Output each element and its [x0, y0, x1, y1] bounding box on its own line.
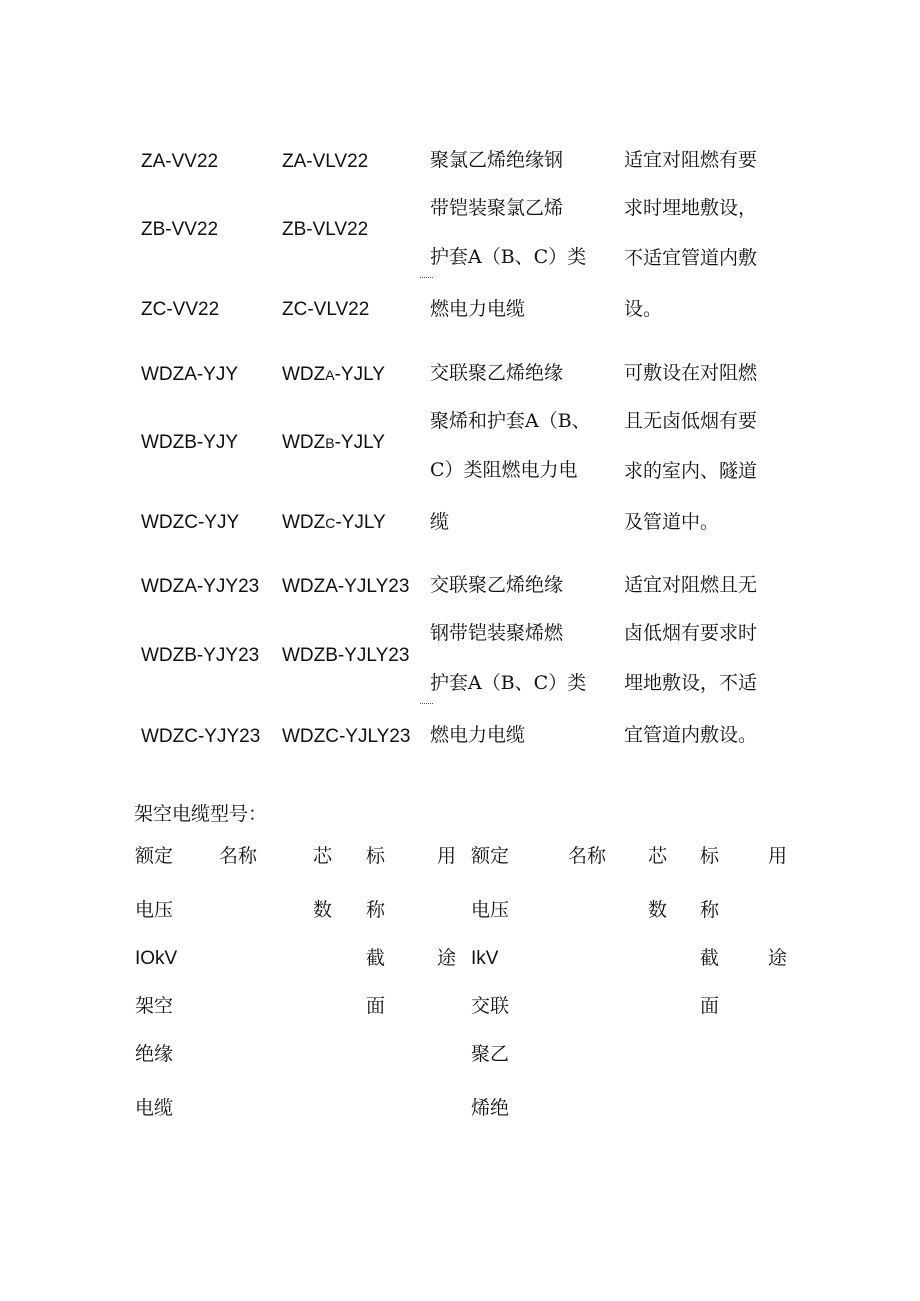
cable-name-line: 钢带铠装聚烯燃 [430, 622, 564, 644]
usage-line: 且无卤低烟有要 [624, 410, 758, 432]
rated-voltage-header: 额定 [135, 845, 174, 867]
cable-type-line: 聚乙 [471, 1043, 510, 1065]
model-aluminum: WDZC-YJLY23 [282, 726, 411, 747]
model-aluminum: WDZC-YJLY [282, 512, 386, 533]
model-copper: ZA-VV22 [141, 151, 219, 172]
usage-line: 宜管道内敷设。 [624, 724, 758, 746]
cable-name-line: 缆 [430, 511, 450, 533]
cable-name-line: 带铠装聚氯乙烯 [430, 197, 564, 219]
usage-line: 可敷设在对阻燃 [624, 362, 758, 384]
model-copper: WDZB-YJY23 [141, 645, 260, 666]
cable-type-line: 交联 [471, 995, 510, 1017]
rated-voltage-header: 电压 [471, 899, 510, 921]
model-aluminum: ZA-VLV22 [282, 151, 369, 172]
usage-line: 适宜对阻燃且无 [624, 574, 758, 596]
section-header: 称 [700, 899, 720, 921]
name-header: 名称 [219, 845, 258, 867]
cable-name-line: C）类阻燃电力电 [430, 459, 578, 481]
usage-line: 埋地敷设，不适 [624, 672, 758, 694]
cable-name-line: 聚烯和护套A（B、 [430, 410, 591, 432]
cable-name-line: 护套A（B、C）类 [430, 672, 587, 694]
rated-voltage-header: 电压 [135, 899, 174, 921]
usage-line: 及管道中。 [624, 511, 720, 533]
model-copper: ZB-VV22 [141, 219, 219, 240]
cores-header: 数 [313, 899, 333, 921]
scan-mark [420, 277, 433, 279]
cable-name-line: 交联聚乙烯绝缘 [430, 362, 564, 384]
use-header: 途 [437, 947, 457, 969]
model-aluminum: WDZA-YJLY23 [282, 576, 410, 597]
cores-header: 数 [648, 899, 668, 921]
usage-line: 求的室内、隧道 [624, 460, 758, 482]
scan-mark [420, 703, 433, 705]
cable-type-line: 电缆 [135, 1097, 174, 1119]
cable-type-line: 架空 [135, 995, 174, 1017]
cable-name-line: 燃电力电缆 [430, 298, 526, 320]
model-copper: WDZA-YJY [141, 364, 239, 385]
voltage-value: IkV [471, 948, 499, 969]
model-copper: ZC-VV22 [141, 299, 220, 320]
cores-header: 芯 [648, 845, 668, 867]
section-heading: 架空电缆型号： [134, 804, 268, 825]
name-header: 名称 [568, 845, 607, 867]
section-header: 称 [366, 899, 386, 921]
cores-header: 芯 [313, 845, 333, 867]
model-copper: WDZB-YJY [141, 432, 239, 453]
section-header: 标 [366, 845, 386, 867]
section-header: 标 [700, 845, 720, 867]
model-copper: WDZC-YJY [141, 512, 240, 533]
model-aluminum: WDZB-YJLY [282, 432, 385, 453]
rated-voltage-header: 额定 [471, 845, 510, 867]
usage-line: 适宜对阻燃有要 [624, 149, 758, 171]
usage-line: 设。 [624, 298, 663, 320]
model-aluminum: WDZA-YJLY [282, 364, 385, 385]
use-header: 途 [768, 947, 788, 969]
use-header: 用 [768, 845, 788, 867]
section-header: 截 [366, 947, 386, 969]
usage-line: 求时埋地敷设， [624, 197, 758, 219]
cable-type-line: 绝缘 [135, 1043, 174, 1065]
use-header: 用 [437, 845, 457, 867]
model-copper: WDZA-YJY23 [141, 576, 260, 597]
model-aluminum: WDZB-YJLY23 [282, 645, 410, 666]
section-header: 截 [700, 947, 720, 969]
section-header: 面 [366, 995, 386, 1017]
cable-name-line: 聚氯乙烯绝缘钢 [430, 149, 564, 171]
cable-type-line: 烯绝 [471, 1097, 510, 1119]
usage-line: 卤低烟有要求时 [624, 622, 758, 644]
cable-name-line: 交联聚乙烯绝缘 [430, 574, 564, 596]
cable-name-line: 护套A（B、C）类 [430, 246, 587, 268]
section-header: 面 [700, 995, 720, 1017]
voltage-value: IOkV [135, 948, 178, 969]
model-copper: WDZC-YJY23 [141, 726, 261, 747]
usage-line: 不适宜管道内敷 [624, 247, 758, 269]
model-aluminum: ZC-VLV22 [282, 299, 370, 320]
cable-name-line: 燃电力电缆 [430, 724, 526, 746]
model-aluminum: ZB-VLV22 [282, 219, 369, 240]
